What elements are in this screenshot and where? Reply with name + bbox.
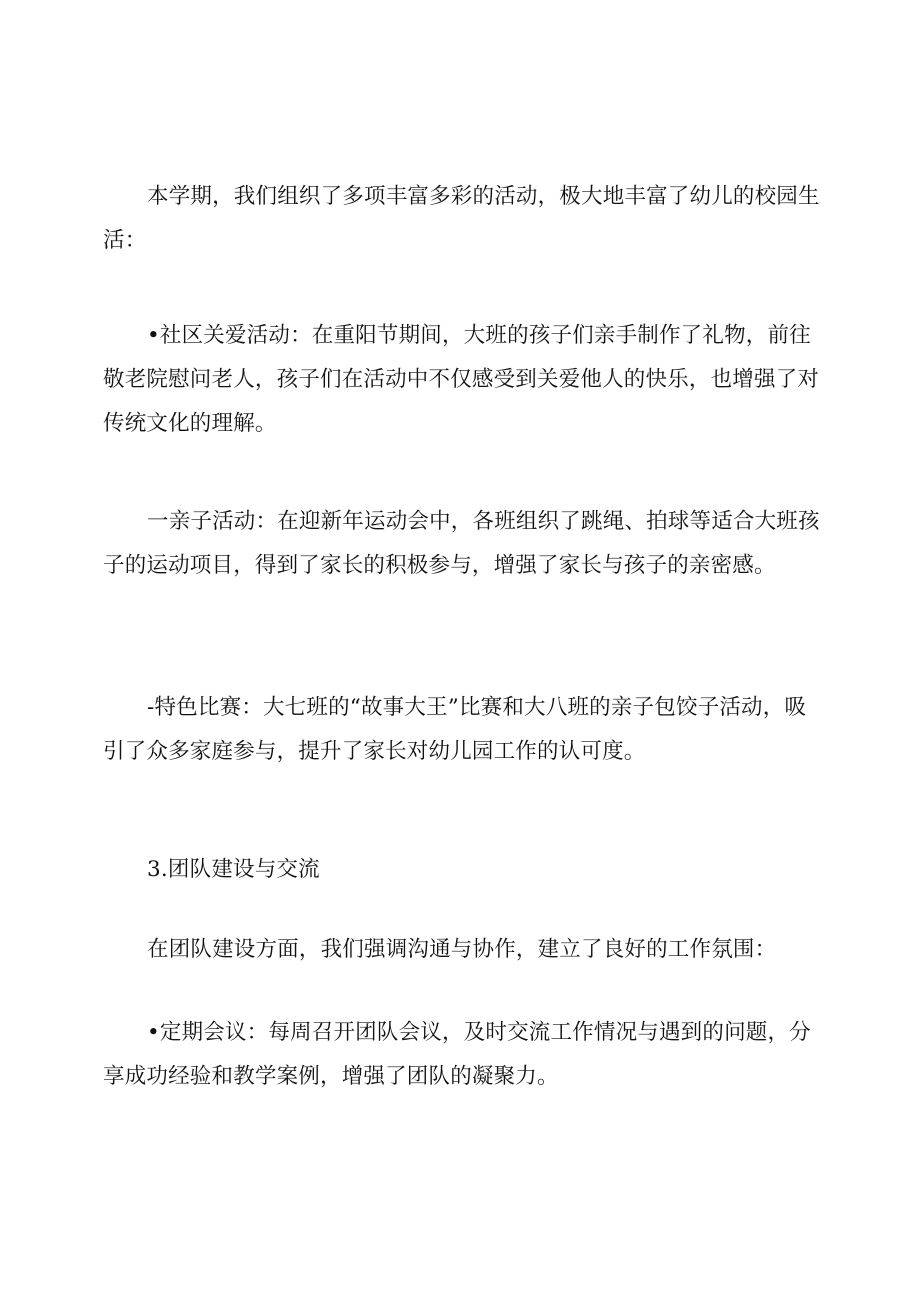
community-care-paragraph: •社区关爱活动：在重阳节期间，大班的孩子们亲手制作了礼物，前往敬老院慰问老人，孩子们在活动中不仅感受到关爱他人的快乐，也增强了对传统文化的理解。 [103, 323, 820, 436]
team-building-paragraph: 在团队建设方面，我们强调沟通与协作，建立了良好的工作氛围： [147, 937, 777, 962]
section-heading: 3.团队建设与交流 [147, 857, 320, 882]
intro-paragraph: 本学期，我们组织了多项丰富多彩的活动，极大地丰富了幼儿的校园生活： [103, 184, 820, 253]
parent-child-paragraph: 一亲子活动：在迎新年运动会中，各班组织了跳绳、拍球等适合大班孩子的运动项目，得到了家长的积极参与，增强了家长与孩子的亲密感。 [103, 509, 820, 578]
regular-meeting-paragraph: •定期会议：每周召开团队会议，及时交流工作情况与遇到的问题，分享成功经验和教学案例，增强了团队的凝聚力。 [103, 1020, 811, 1089]
special-competition-paragraph: -特色比赛：大七班的“故事大王”比赛和大八班的亲子包饺子活动，吸引了众多家庭参与，提升了家长对幼儿园工作的认可度。 [103, 695, 807, 764]
